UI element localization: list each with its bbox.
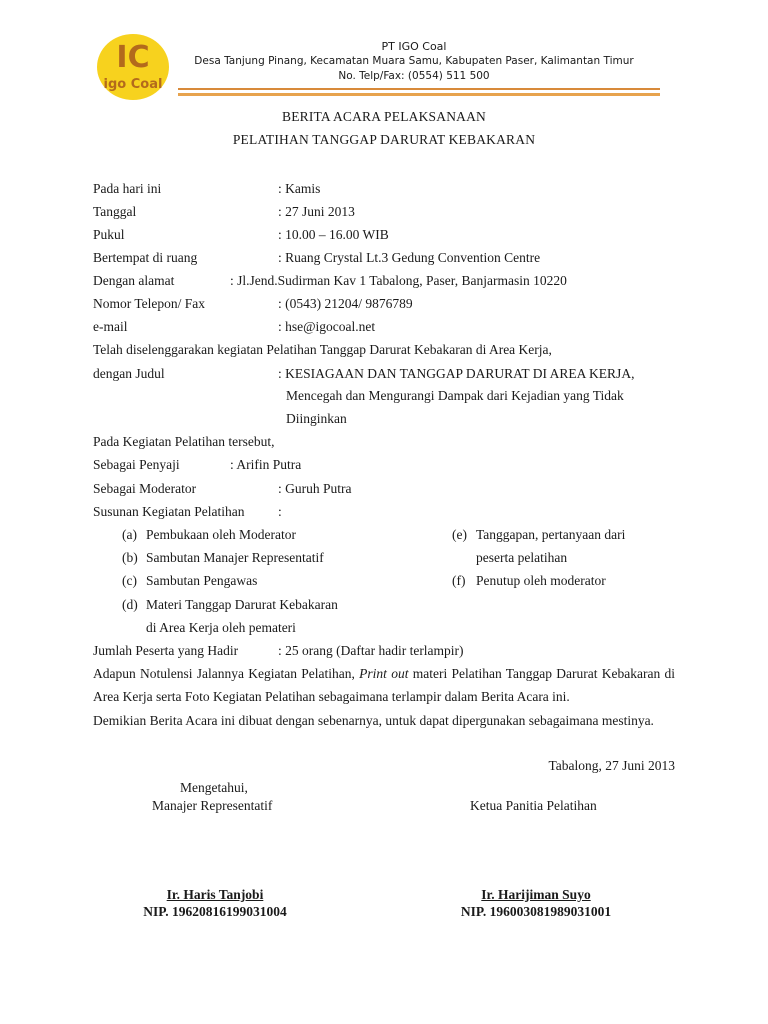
notulensi-before: Adapun Notulensi Jalannya Kegiatan Pelatihan,: [93, 666, 355, 681]
field-label-hari: Pada hari ini: [93, 181, 162, 196]
judul-line1: : KESIAGAAN DAN TANGGAP DARURAT DI AREA KERJA,: [278, 366, 635, 381]
logo-main-text: IC: [116, 40, 150, 75]
document-title-line1: BERITA ACARA PELAKSANAAN: [282, 109, 486, 124]
field-label-email: e-mail: [93, 319, 128, 334]
susunan-colon: :: [278, 504, 282, 519]
judul-label: dengan Judul: [93, 366, 165, 381]
agenda-item-e: Tanggapan, pertanyaan dari: [476, 527, 626, 542]
susunan-label: Susunan Kegiatan Pelatihan: [93, 504, 245, 519]
field-value-telepon: : (0543) 21204/ 9876789: [278, 296, 413, 311]
logo-sub-text: igo Coal: [103, 77, 163, 92]
letterhead-rule-top: [178, 88, 660, 90]
moderator-value: : Guruh Putra: [278, 481, 352, 496]
peserta-label: Jumlah Peserta yang Hadir: [93, 643, 239, 658]
agenda-item-b: Sambutan Manajer Representatif: [146, 550, 324, 565]
company-address: Desa Tanjung Pinang, Kecamatan Muara Samu, Kabupaten Paser, Kalimantan Timur: [194, 55, 634, 67]
intro-text: Telah diselenggarakan kegiatan Pelatihan Tanggap Darurat Kebakaran di Area Kerja,: [93, 342, 552, 357]
penyaji-label: Sebagai Penyaji: [93, 457, 180, 472]
field-label-telepon: Nomor Telepon/ Fax: [93, 296, 206, 311]
field-value-hari: : Kamis: [278, 181, 321, 196]
moderator-label: Sebagai Moderator: [93, 481, 197, 496]
place-date: Tabalong, 27 Juni 2013: [548, 758, 675, 773]
agenda-item-a: Pembukaan oleh Moderator: [146, 527, 296, 542]
company-name: PT IGO Coal: [381, 40, 447, 53]
agenda-mark-d: (d): [122, 597, 138, 612]
field-label-tanggal: Tanggal: [93, 204, 137, 219]
agenda-mark-f: (f): [452, 573, 466, 588]
sig-right-role: Ketua Panitia Pelatihan: [470, 798, 597, 813]
closing-paragraph: Demikian Berita Acara ini dibuat dengan sebenarnya, untuk dapat dipergunakan sebagaimana mestinya.: [93, 713, 654, 728]
field-label-tempat: Bertempat di ruang: [93, 250, 198, 265]
agenda-item-d-cont: di Area Kerja oleh pemateri: [146, 620, 296, 635]
agenda-item-d: Materi Tanggap Darurat Kebakaran: [146, 597, 338, 612]
agenda-item-f: Penutup oleh moderator: [476, 573, 606, 588]
sig-left-mengetahui: Mengetahui,: [180, 780, 248, 795]
notulensi-paragraph: [93, 662, 675, 708]
field-value-pukul: : 10.00 – 16.00 WIB: [278, 227, 389, 242]
sig-left-nip: NIP. 19620816199031004: [143, 904, 287, 919]
peserta-value: : 25 orang (Daftar hadir terlampir): [278, 643, 464, 658]
field-label-pukul: Pukul: [93, 227, 125, 242]
penyaji-value: : Arifin Putra: [230, 457, 302, 472]
sig-left-name: Ir. Haris Tanjobi: [166, 887, 264, 902]
sig-right-nip: NIP. 196003081989031001: [460, 904, 612, 919]
company-phone: No. Telp/Fax: (0554) 511 500: [338, 70, 490, 82]
agenda-mark-a: (a): [122, 527, 137, 542]
field-value-tanggal: : 27 Juni 2013: [278, 204, 355, 219]
sig-right-name: Ir. Harijiman Suyo: [481, 887, 591, 902]
field-value-email: : hse@igocoal.net: [278, 319, 376, 334]
notulensi-italic: Print out: [359, 666, 409, 681]
sig-left-role: Manajer Representatif: [152, 798, 273, 813]
agenda-mark-b: (b): [122, 550, 138, 565]
document-title-line2: PELATIHAN TANGGAP DARURAT KEBAKARAN: [232, 132, 536, 147]
field-label-alamat: Dengan alamat: [93, 273, 175, 288]
agenda-mark-c: (c): [122, 573, 137, 588]
judul-line2: Mencegah dan Mengurangi Dampak dari Kejadian yang Tidak: [286, 388, 624, 403]
field-value-tempat: : Ruang Crystal Lt.3 Gedung Convention Centre: [278, 250, 541, 265]
letterhead-rule-bottom: [178, 93, 660, 96]
agenda-mark-e: (e): [452, 527, 467, 542]
field-value-alamat: : Jl.Jend.Sudirman Kav 1 Tabalong, Paser, Banjarmasin 10220: [230, 273, 567, 288]
agenda-item-c: Sambutan Pengawas: [146, 573, 258, 588]
notulensi-after: materi Pelatihan Tanggap Darurat Kebakaran di Area Kerja serta Foto Kegiatan Pelatihan sebagaimana terlampir dalam Berita Acara ini.: [93, 666, 676, 704]
kegiatan-intro: Pada Kegiatan Pelatihan tersebut,: [93, 434, 275, 449]
agenda-item-e-cont: peserta pelatihan: [476, 550, 568, 565]
judul-line3: Diinginkan: [286, 411, 347, 426]
